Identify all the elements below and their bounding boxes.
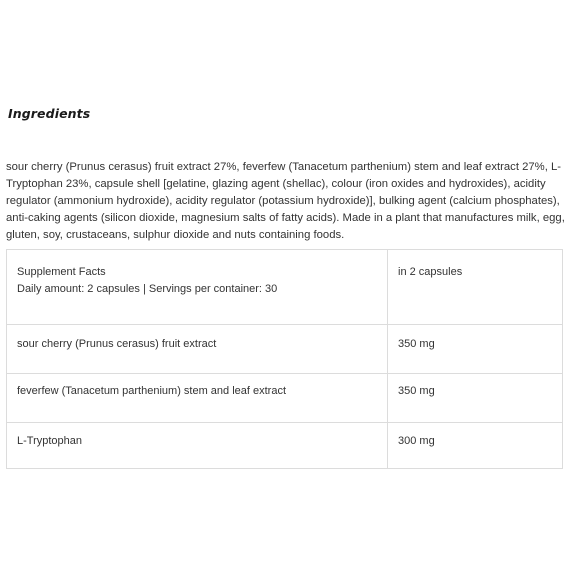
supplement-facts-table bbox=[6, 249, 563, 469]
section-heading: Ingredients bbox=[8, 106, 91, 121]
table-header-row bbox=[7, 250, 563, 325]
ingredient-name-cell: sour cherry (Prunus cerasus) fruit extract bbox=[7, 325, 388, 374]
table-row bbox=[7, 423, 563, 469]
ingredient-name-cell: L-Tryptophan bbox=[7, 423, 388, 469]
table-row bbox=[7, 325, 563, 374]
table-row bbox=[7, 374, 563, 423]
daily-amount-text: Daily amount: 2 capsules | Servings per container: 30 bbox=[17, 283, 278, 295]
ingredients-text: sour cherry (Prunus cerasus) fruit extract 27%, feverfew (Tanacetum parthenium) stem and leaf extract 27%, L-Tryptophan 23%, capsule shell [gelatine, glazing agent (shellac), colour (iron oxides and hydroxides), acidity regulator (ammonium hydroxide), acidity regulator (potassium hydroxide)], bulking agent (calcium phosphates), anti-caking agents (silicon dioxide, magnesium salts of fatty acids). Made in a plant that manufactures milk, egg, gluten, soy, crustaceans, sulphur dioxide and nuts containing foods. bbox=[6, 161, 565, 241]
amount-header-cell: in 2 capsules bbox=[388, 250, 563, 325]
ingredient-amount-cell: 350 mg bbox=[388, 325, 563, 374]
ingredient-amount-cell: 300 mg bbox=[388, 423, 563, 469]
ingredient-name-cell: feverfew (Tanacetum parthenium) stem and leaf extract bbox=[7, 374, 388, 423]
supplement-facts-title: Supplement Facts bbox=[17, 266, 106, 278]
table-header-cell bbox=[7, 250, 388, 325]
ingredient-amount-cell: 350 mg bbox=[388, 374, 563, 423]
